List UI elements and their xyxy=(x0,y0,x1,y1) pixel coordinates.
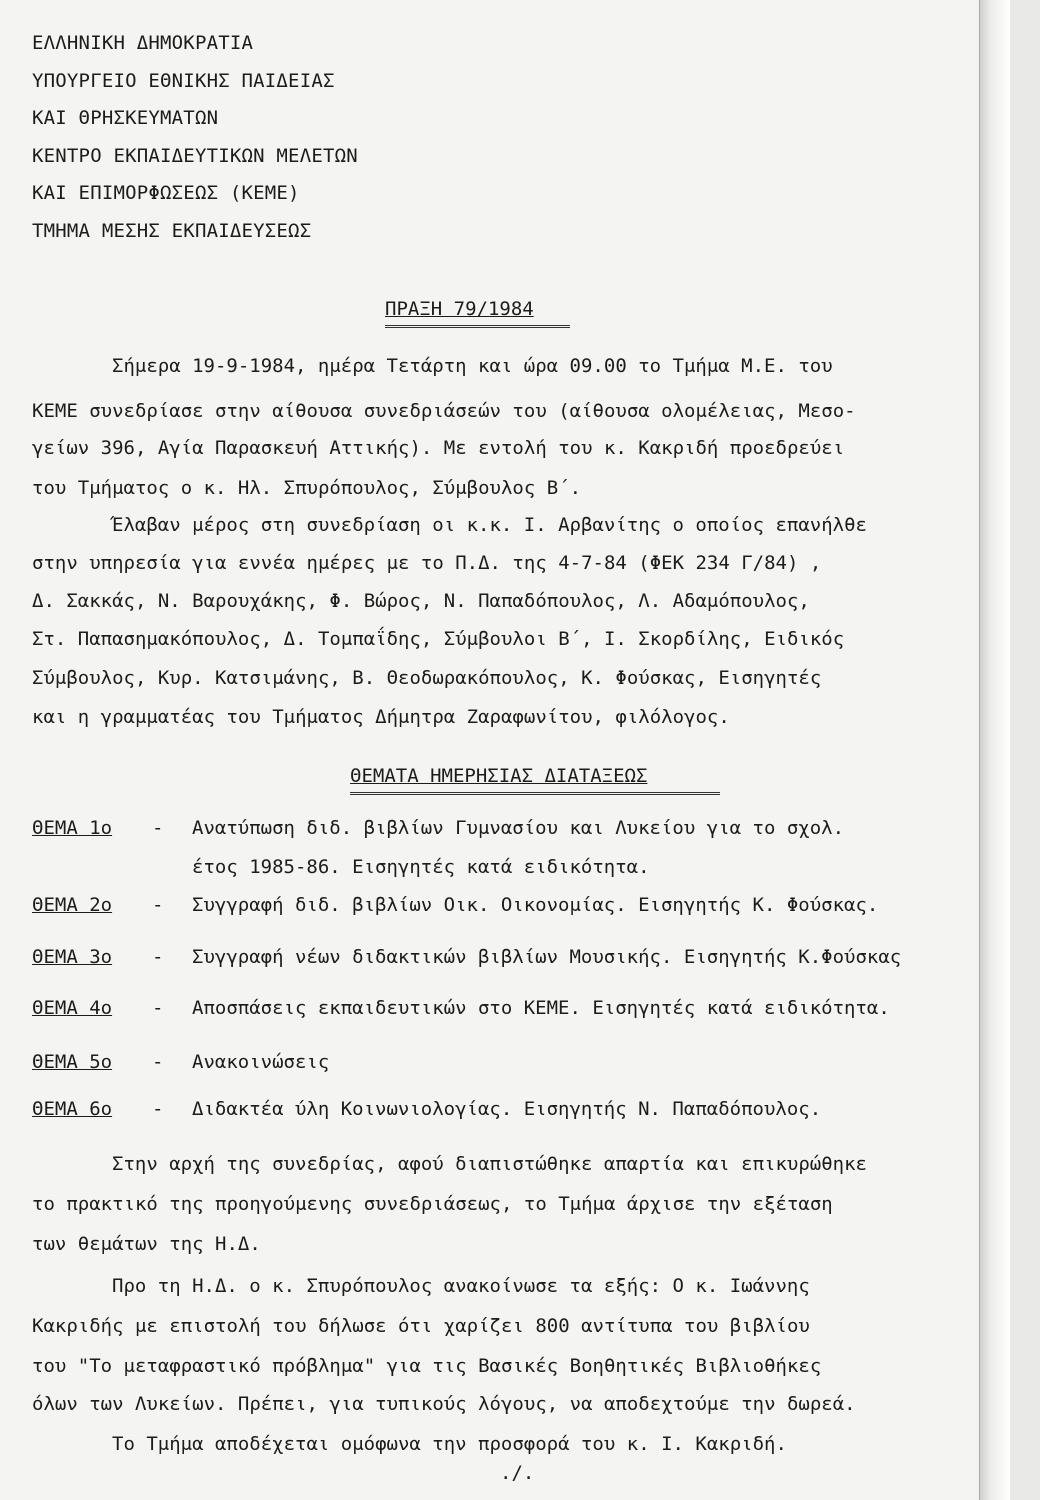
topic-dash: - xyxy=(152,894,164,916)
page-continuation-mark: ./. xyxy=(500,1462,535,1484)
agenda-topic xyxy=(32,817,844,839)
agenda-topic xyxy=(32,894,878,916)
topic-dash: - xyxy=(152,1051,164,1073)
topic-dash: - xyxy=(152,997,164,1019)
title-underline xyxy=(385,325,570,328)
agenda-heading: ΘΕΜΑΤΑ ΗΜΕΡΗΣΙΑΣ ΔΙΑΤΑΞΕΩΣ xyxy=(350,765,648,787)
closing-line: Κακριδής με επιστολή του δήλωσε ότι χαρίζει 800 αντίτυπα του βιβλίου xyxy=(32,1315,810,1337)
closing-line: Στην αρχή της συνεδρίας, αφού διαπιστώθηκε απαρτία και επικυρώθηκε xyxy=(112,1153,867,1175)
letterhead-line: ΤΜΗΜΑ ΜΕΣΗΣ ΕΚΠΑΙΔΕΥΣΕΩΣ xyxy=(32,219,312,242)
intro-line: Έλαβαν μέρος στη συνεδρίαση οι κ.κ. Ι. Αρβανίτης ο οποίος επανήλθε xyxy=(112,514,867,536)
intro-line: του Τμήματος ο κ. Ηλ. Σπυρόπουλος, Σύμβουλος Β΄. xyxy=(32,477,582,499)
topic-label: ΘΕΜΑ 6ο xyxy=(32,1098,113,1120)
document-title: ΠΡΑΞΗ 79/1984 xyxy=(385,298,534,320)
page-edge xyxy=(979,0,1010,1500)
topic-text: Αποσπάσεις εκπαιδευτικών στο ΚΕΜΕ. Εισηγητές κατά ειδικότητα. xyxy=(192,997,890,1019)
letterhead-line: ΕΛΛΗΝΙΚΗ ΔΗΜΟΚΡΑΤΙΑ xyxy=(32,32,254,54)
closing-line: Το Τμήμα αποδέχεται ομόφωνα την προσφορά του κ. Ι. Κακριδή. xyxy=(112,1433,787,1455)
letterhead xyxy=(32,28,358,253)
agenda-topic xyxy=(32,997,890,1019)
topic-text: Ανακοινώσεις xyxy=(192,1051,330,1073)
letterhead-line: ΚΑΙ ΕΠΙΜΟΡΦΩΣΕΩΣ (ΚΕΜΕ) xyxy=(32,182,300,204)
intro-line: γείων 396, Αγία Παρασκευή Αττικής). Με εντολή του κ. Κακριδή προεδρεύει xyxy=(32,437,845,459)
letterhead-line: ΚΑΙ ΘΡΗΣΚΕΥΜΑΤΩΝ xyxy=(32,107,219,129)
letterhead-line: ΥΠΟΥΡΓΕΙΟ ΕΘΝΙΚΗΣ ΠΑΙΔΕΙΑΣ xyxy=(32,69,335,92)
intro-line: ΚΕΜΕ συνεδρίασε στην αίθουσα συνεδριάσεών του (αίθουσα ολομέλειας, Μεσο- xyxy=(32,400,856,422)
topic-dash: - xyxy=(152,817,164,839)
closing-line: των θεμάτων της Η.Δ. xyxy=(32,1233,261,1255)
closing-line: το πρακτικό της προηγούμενης συνεδριάσεως, το Τμήμα άρχισε την εξέταση xyxy=(32,1193,833,1215)
topic-text: Ανατύπωση διδ. βιβλίων Γυμνασίου και Λυκείου για το σχολ. xyxy=(192,817,845,839)
topic-label: ΘΕΜΑ 4ο xyxy=(32,997,113,1019)
intro-line: Σήμερα 19-9-1984, ημέρα Τετάρτη και ώρα 09.00 το Τμήμα Μ.Ε. του xyxy=(112,355,833,377)
intro-line: Στ. Παπασημακόπουλος, Δ. Τομπαΐδης, Σύμβουλοι Β΄, Ι. Σκορδίλης, Ειδικός xyxy=(32,628,845,650)
intro-line: Σύμβουλος, Κυρ. Κατσιμάνης, Β. Θεοδωρακόπουλος, Κ. Φούσκας, Εισηγητές xyxy=(32,667,822,689)
closing-line: του "Το μεταφραστικό πρόβλημα" για τις Βασικές Βοηθητικές Βιβλιοθήκες xyxy=(32,1355,822,1377)
intro-line: Δ. Σακκάς, Ν. Βαρουχάκης, Φ. Βώρος, Ν. Παπαδόπουλος, Λ. Αδαμόπουλος, xyxy=(32,590,810,612)
intro-line: και η γραμματέας του Τμήματος Δήμητρα Ζαραφωνίτου, φιλόλογος. xyxy=(32,706,730,728)
topic-dash: - xyxy=(152,1098,164,1120)
agenda-underline xyxy=(350,792,720,795)
letterhead-line: ΚΕΝΤΡΟ ΕΚΠΑΙΔΕΥΤΙΚΩΝ ΜΕΛΕΤΩΝ xyxy=(32,144,358,167)
topic-label: ΘΕΜΑ 2ο xyxy=(32,894,113,916)
topic-continuation: έτος 1985-86. Εισηγητές κατά ειδικότητα. xyxy=(192,856,650,878)
agenda-topic xyxy=(32,1051,329,1073)
topic-label: ΘΕΜΑ 1ο xyxy=(32,817,113,839)
intro-line: στην υπηρεσία για εννέα ημέρες με το Π.Δ. της 4-7-84 (ΦΕΚ 234 Γ/84) , xyxy=(32,552,822,574)
agenda-topic xyxy=(32,946,901,968)
topic-dash: - xyxy=(152,946,164,968)
topic-label: ΘΕΜΑ 5ο xyxy=(32,1051,113,1073)
agenda-topic xyxy=(32,1098,821,1120)
closing-line: όλων των Λυκείων. Πρέπει, για τυπικούς λόγους, να αποδεχτούμε την δωρεά. xyxy=(32,1393,856,1415)
topic-text: Συγγραφή νέων διδακτικών βιβλίων Μουσικής. Εισηγητής Κ.Φούσκας xyxy=(192,946,902,968)
topic-text: Συγγραφή διδ. βιβλίων Οικ. Οικονομίας. Εισηγητής Κ. Φούσκας. xyxy=(192,894,879,916)
closing-line: Προ τη Η.Δ. ο κ. Σπυρόπουλος ανακοίνωσε τα εξής: Ο κ. Ιωάννης xyxy=(112,1275,810,1297)
topic-label: ΘΕΜΑ 3ο xyxy=(32,946,113,968)
topic-text: Διδακτέα ύλη Κοινωνιολογίας. Εισηγητής Ν. Παπαδόπουλος. xyxy=(192,1098,822,1120)
